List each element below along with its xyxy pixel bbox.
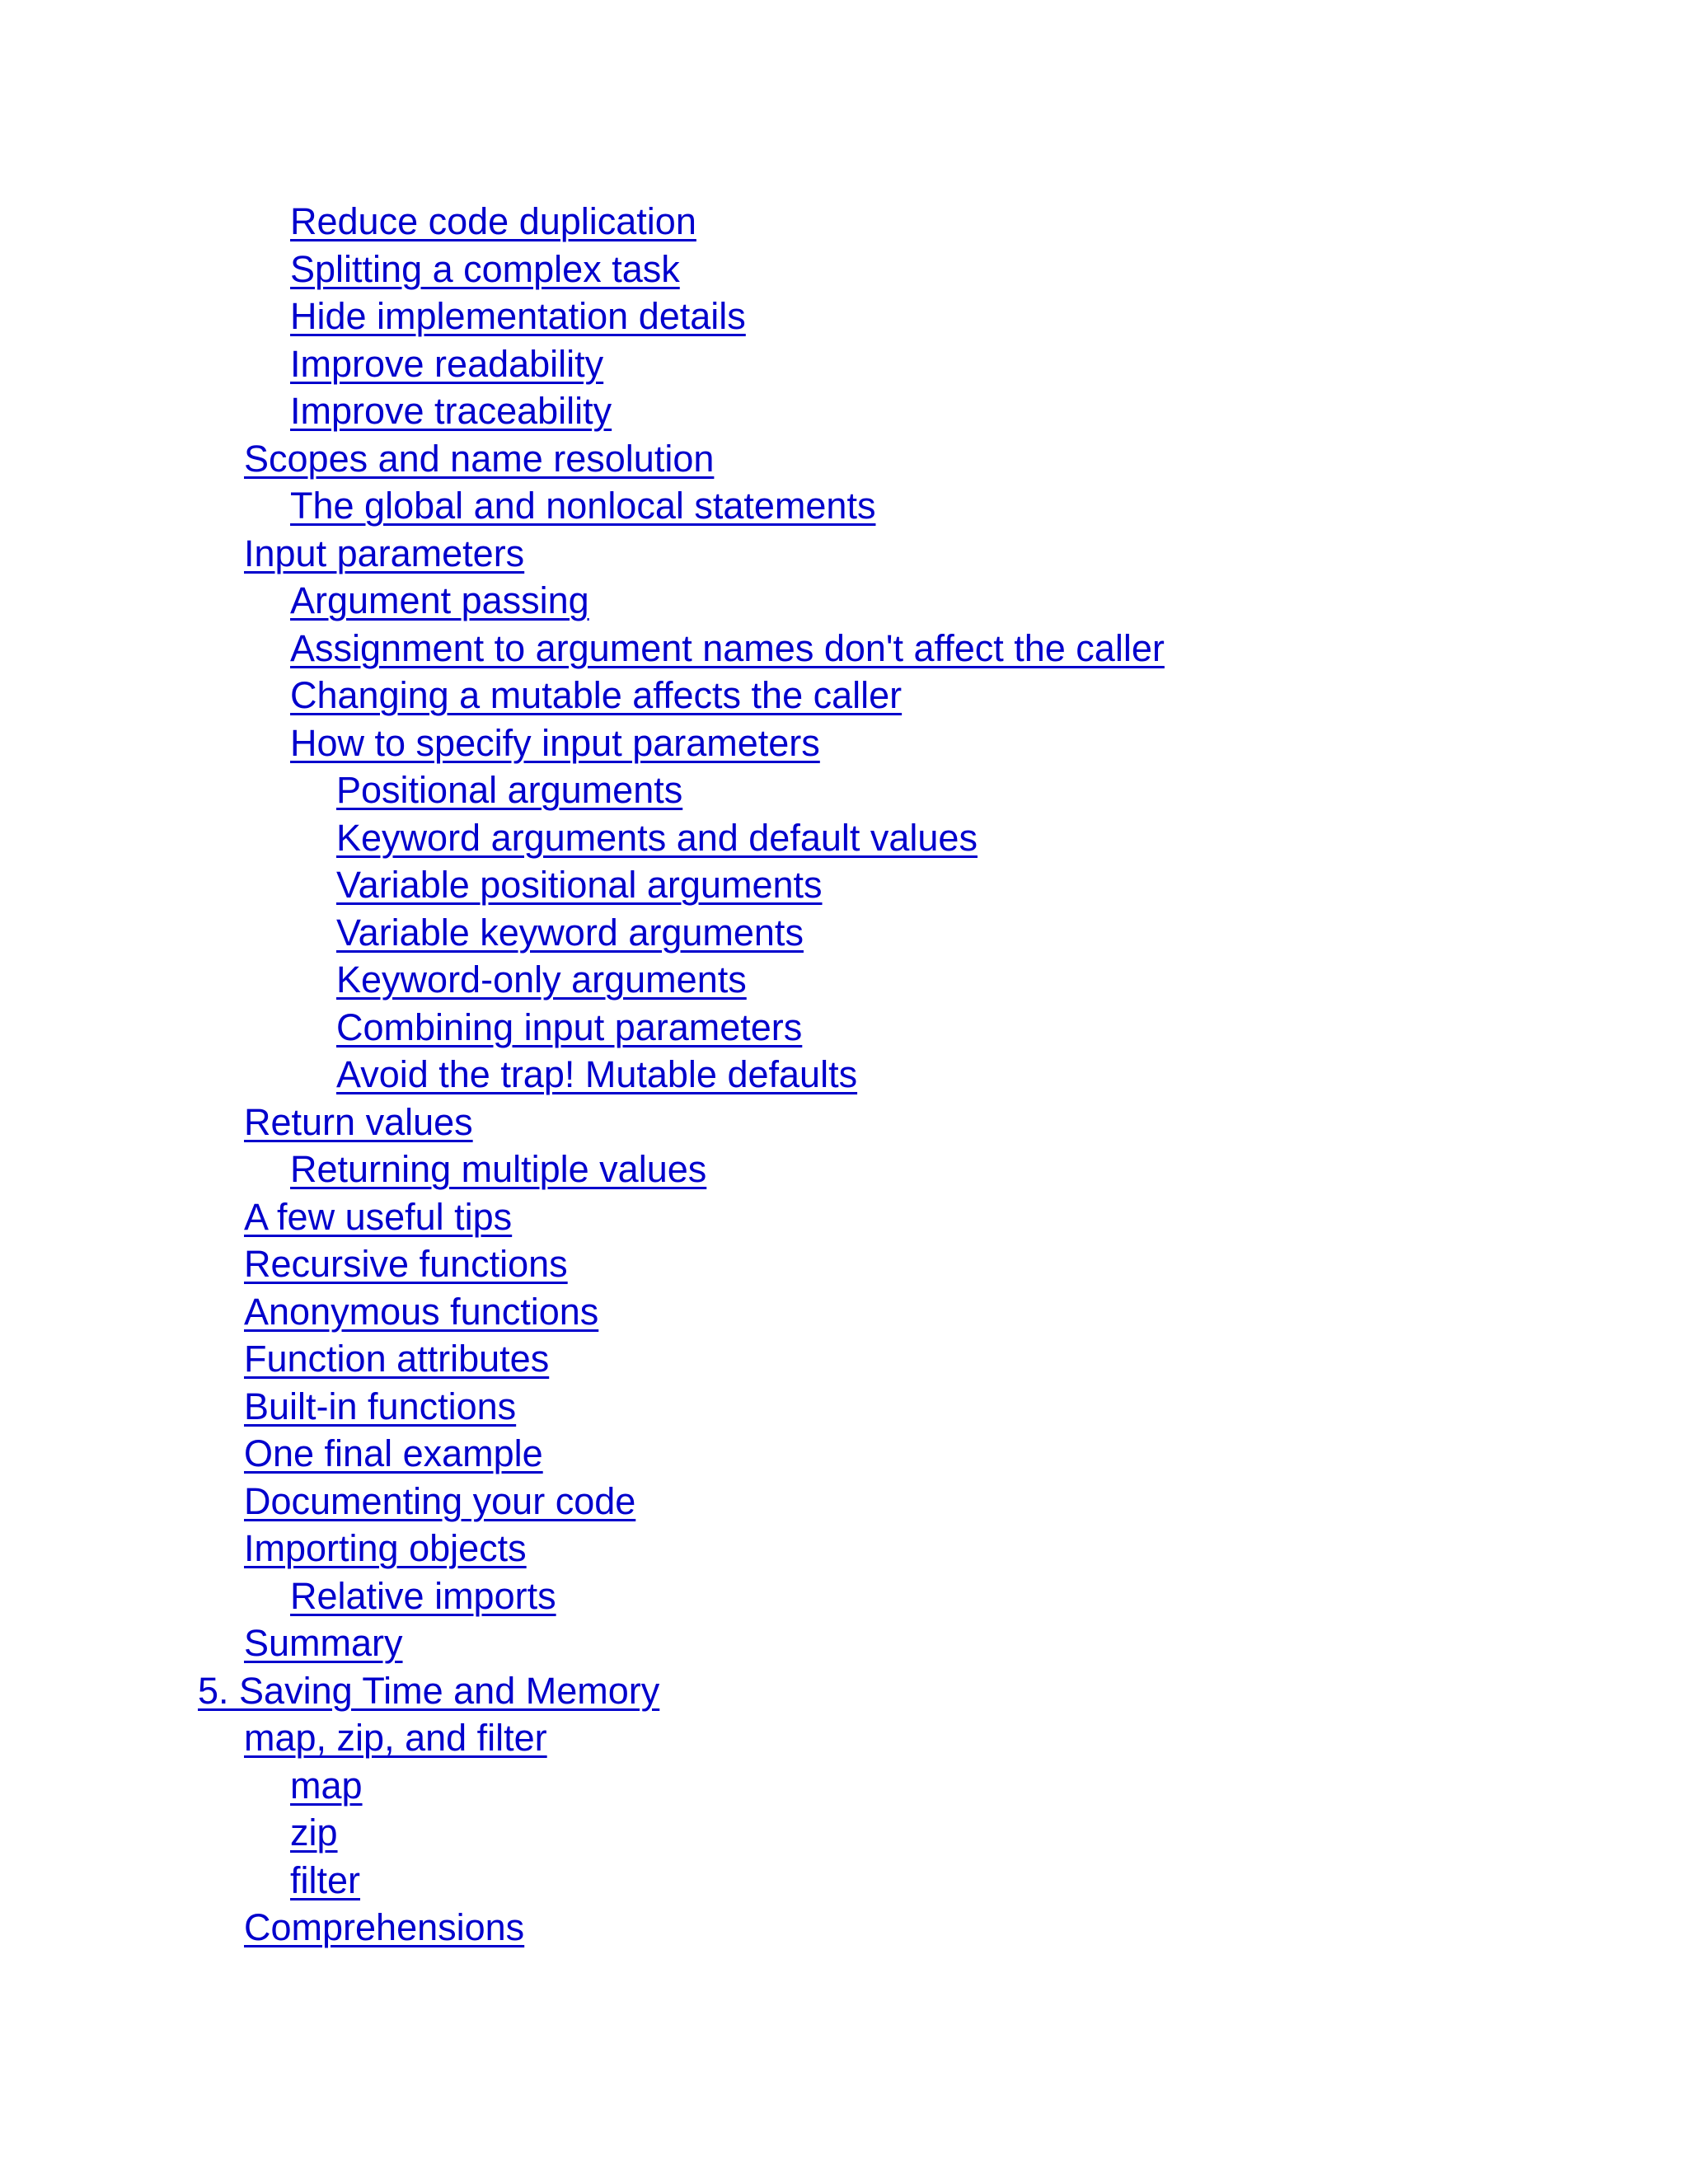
toc-link[interactable]: Input parameters <box>244 532 525 574</box>
toc-link[interactable]: Improve readability <box>290 342 604 385</box>
toc-link[interactable]: 5. Saving Time and Memory <box>198 1669 660 1712</box>
toc-link[interactable]: Summary <box>244 1622 403 1664</box>
toc-link[interactable]: Positional arguments <box>336 769 683 811</box>
toc-link[interactable]: Improve traceability <box>290 390 612 432</box>
toc-link[interactable]: Function attributes <box>244 1338 550 1380</box>
toc-link[interactable]: Variable keyword arguments <box>336 911 804 954</box>
toc-link[interactable]: Scopes and name resolution <box>244 437 715 480</box>
toc-link[interactable]: Avoid the trap! Mutable defaults <box>336 1053 858 1095</box>
toc-link[interactable]: Keyword-only arguments <box>336 958 747 1001</box>
toc-link[interactable]: Hide implementation details <box>290 295 746 337</box>
toc-link[interactable]: Comprehensions <box>244 1906 525 1948</box>
toc-link[interactable]: Keyword arguments and default values <box>336 816 978 859</box>
toc-link[interactable]: Return values <box>244 1100 473 1143</box>
toc-link[interactable]: Recursive functions <box>244 1243 568 1285</box>
toc-link[interactable]: Assignment to argument names don't affect the caller <box>290 626 1165 669</box>
toc-link[interactable]: Documenting your code <box>244 1479 636 1522</box>
toc-link[interactable]: zip <box>290 1811 338 1854</box>
toc-link[interactable]: Returning multiple values <box>290 1148 707 1190</box>
toc-link[interactable]: Relative imports <box>290 1574 556 1617</box>
toc-link[interactable]: How to specify input parameters <box>290 721 820 764</box>
toc-link[interactable]: Variable positional arguments <box>336 864 823 906</box>
toc-link[interactable]: map, zip, and filter <box>244 1717 547 1759</box>
toc-link[interactable]: Argument passing <box>290 579 589 621</box>
toc-link[interactable]: Changing a mutable affects the caller <box>290 674 903 716</box>
toc-link[interactable]: Anonymous functions <box>244 1290 599 1333</box>
table-of-contents <box>198 198 1165 1952</box>
toc-link[interactable]: Importing objects <box>244 1527 527 1569</box>
toc-link[interactable]: One final example <box>244 1432 543 1474</box>
toc-link[interactable]: Reduce code duplication <box>290 200 696 242</box>
toc-link[interactable]: A few useful tips <box>244 1195 513 1238</box>
toc-link[interactable]: Built-in functions <box>244 1385 517 1427</box>
toc-link[interactable]: map <box>290 1764 363 1807</box>
toc-link[interactable]: Combining input parameters <box>336 1005 803 1048</box>
toc-link[interactable]: The global and nonlocal statements <box>290 485 876 527</box>
toc-link[interactable]: Splitting a complex task <box>290 247 680 290</box>
toc-link[interactable]: filter <box>290 1858 361 1901</box>
